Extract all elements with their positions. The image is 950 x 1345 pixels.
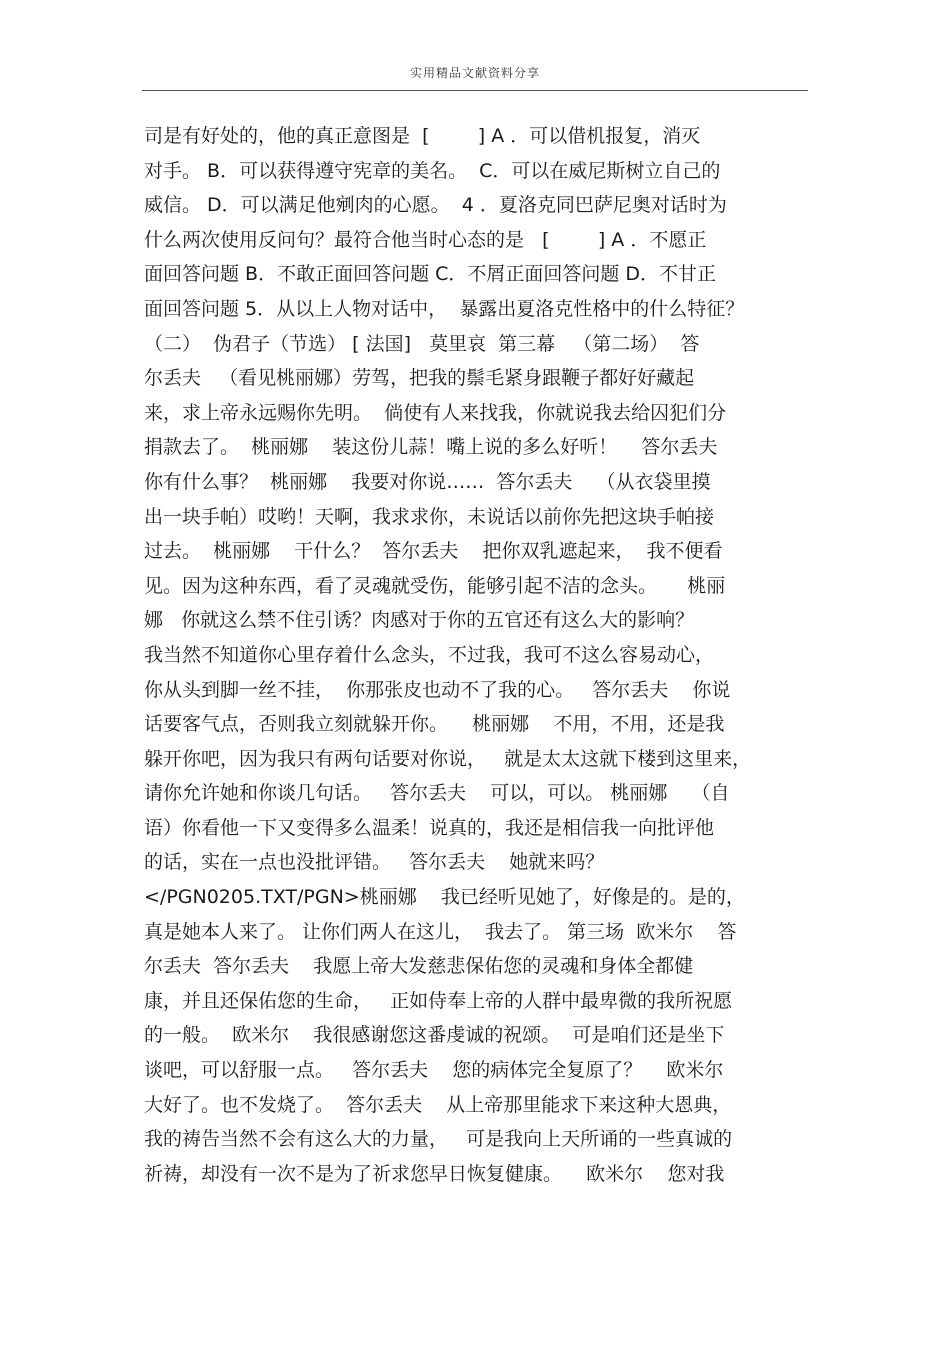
text-line: 的话，实在一点也没批评错。 答尔丢夫 她就来吗？: [144, 851, 605, 874]
text-line: 面回答问题 5．从以上人物对话中， 暴露出夏洛克性格中的什么特征？: [144, 297, 745, 320]
text-line: 康，并且还保佑您的生命， 正如侍奉上帝的人群中最卑微的我所祝愿: [144, 989, 733, 1012]
text-line: 请你允许她和你谈几句话。 答尔丢夫 可以，可以。 桃丽娜 （自: [144, 782, 730, 805]
text-line: 躲开你吧，因为我只有两句话要对你说， 就是太太这就下楼到这里来，: [144, 747, 752, 770]
text-line: 过去。 桃丽娜 干什么？ 答尔丢夫 把你双乳遮起来， 我不便看: [144, 540, 723, 563]
text-line: 谈吧，可以舒服一点。 答尔丢夫 您的病体完全复原了？ 欧米尔: [144, 1059, 724, 1082]
text-line: 我的祷告当然不会有这么大的力量， 可是我向上天所诵的一些真诚的: [144, 1128, 733, 1151]
text-line: 祈祷，却没有一次不是为了祈求您早日恢复健康。 欧米尔 您对我: [144, 1162, 725, 1185]
text-line: 尔丢夫 （看见桃丽娜）劳驾，把我的鬃毛紧身跟鞭子都好好藏起: [144, 367, 695, 390]
text-line: 大好了。也不发烧了。 答尔丢夫 从上帝那里能求下来这种大恩典，: [144, 1093, 732, 1116]
text-line: </PGN0205.TXT/PGN>桃丽娜 我已经听见她了，好像是的。是的，: [144, 886, 745, 909]
text-line: 面回答问题 B．不敢正面回答问题 C．不屑正面回答问题 D．不甘正: [144, 263, 717, 286]
text-line: （二） 伪君子（节选） [ 法国] 莫里哀 第三幕 （第二场） 答: [144, 332, 700, 355]
text-line: 话要客气点，否则我立刻就躲开你。 桃丽娜 不用，不用，还是我: [144, 713, 725, 736]
text-line: 娜 你就这么禁不住引诱？肉感对于你的五官还有这么大的影响？: [144, 609, 695, 632]
text-line: 尔丢夫 答尔丢夫 我愿上帝大发慈悲保佑您的灵魂和身体全都健: [144, 955, 694, 978]
document-body: [144, 119, 814, 1191]
header-divider: [142, 90, 808, 91]
text-line: 我当然不知道你心里存着什么念头，不过我，我可不这么容易动心，: [144, 643, 715, 666]
text-line: 对手。 B．可以获得遵守宪章的美名。 C．可以在威尼斯树立自己的: [144, 159, 721, 182]
text-line: 见。因为这种东西，看了灵魂就受伤，能够引起不洁的念头。 桃丽: [144, 574, 726, 597]
text-line: 来，求上帝永远赐你先明。 倘使有人来找我，你就说我去给囚犯们分: [144, 401, 727, 424]
text-line: 出一块手帕）哎哟！天啊，我求求你，未说话以前你先把这块手帕接: [144, 505, 715, 528]
text-line: 捐款去了。 桃丽娜 装这份儿蒜！嘴上说的多么好听！ 答尔丢夫: [144, 436, 718, 459]
text-line: 什么两次使用反问句？最符合他当时心态的是 [ ] A ．不愿正: [144, 228, 707, 251]
text-line: 司是有好处的，他的真正意图是 [ ] A ．可以借机报复，消灭: [144, 125, 701, 147]
text-line: 的一般。 欧米尔 我很感谢您这番虔诚的祝颂。 可是咱们还是坐下: [144, 1024, 725, 1047]
text-line: 语）你看他一下又变得多么温柔！说真的，我还是相信我一向批评他: [144, 816, 715, 839]
text-line: 你从头到脚一丝不挂， 你那张皮也动不了我的心。 答尔丢夫 你说: [144, 678, 731, 701]
page-header: 实用精品文献资料分享: [409, 66, 540, 80]
text-line: 威信。 D．可以满足他剜肉的心愿。 4 ．夏洛克同巴萨尼奥对话时为: [144, 194, 727, 217]
text-line: 真是她本人来了。 让你们两人在这儿， 我去了。 第三场 欧米尔 答: [144, 920, 737, 943]
text-line: 你有什么事？ 桃丽娜 我要对你说…… 答尔丢夫 （从衣袋里摸: [144, 470, 711, 493]
